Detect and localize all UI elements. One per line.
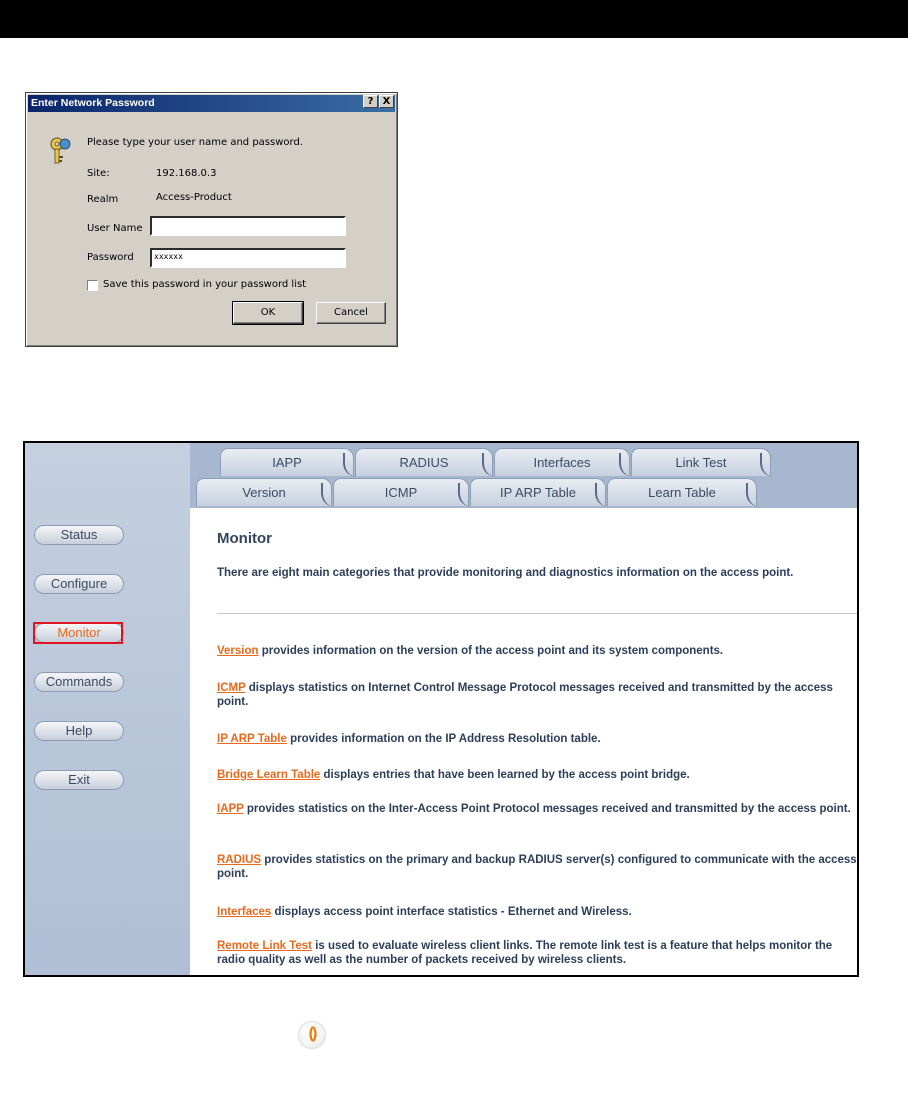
tab-learn-table[interactable] [607,478,757,506]
monitor-highlight-box [33,622,123,644]
sidebar-item-configure[interactable]: Configure [34,574,124,594]
item-text: provides information on the version of the access point and its system components. [258,645,724,657]
item-text: displays entries that have been learned by the access point bridge. [320,769,690,781]
save-password-checkbox[interactable] [87,280,98,291]
tab-label: Interfaces [533,455,591,470]
password-input[interactable]: xxxxxx [150,248,346,268]
list-item [217,768,857,782]
dialog-title-bar[interactable] [28,95,395,112]
sidebar-item-monitor[interactable]: Monitor [34,623,124,643]
item-text: displays access point interface statistics - Ethernet and Wireless. [271,906,632,918]
list-item [217,802,857,816]
top-black-bar [0,0,908,38]
sidebar-item-commands[interactable]: Commands [34,672,124,692]
item-text: displays statistics on Internet Control Message Protocol messages received and transmitted by the access point. [217,682,833,708]
list-item [217,905,857,919]
cancel-button[interactable]: Cancel [316,302,386,324]
bridge-learn-table-link[interactable]: Bridge Learn Table [217,769,321,781]
password-label: Password [87,252,134,263]
icmp-link[interactable]: ICMP [217,682,246,694]
list-item [217,732,857,746]
list-item [217,644,857,658]
username-input[interactable] [150,216,346,236]
item-text: provides information on the IP Address Resolution table. [286,733,601,745]
sidebar-item-status[interactable]: Status [34,525,124,545]
realm-label: Realm [87,194,119,205]
item-text: provides statistics on the Inter-Access Point Protocol messages received and transmitted by the access point. [243,803,851,815]
tab-label: RADIUS [399,455,449,470]
monitor-content [190,508,857,975]
realm-value: Access-Product [156,192,232,203]
tab-ip-arp-table[interactable] [470,478,606,506]
tab-radius[interactable] [355,448,493,476]
tab-label: IP ARP Table [500,485,576,500]
tab-bar [190,443,857,508]
page-title: Monitor [217,530,272,547]
tab-version[interactable] [196,478,332,506]
tab-label: IAPP [272,455,302,470]
tab-link-test[interactable] [631,448,771,476]
site-value: 192.168.0.3 [156,168,217,179]
tab-label: Link Test [675,455,727,470]
sidebar [25,443,190,975]
list-item [217,939,857,967]
intro-text: There are eight main categories that provide monitoring and diagnostics information on the access point. [217,567,794,579]
item-text: is used to evaluate wireless client links. The remote link test is a feature that helps monitor the radio quality as well as the number of packets received by wireless clients. [217,940,833,966]
radius-link[interactable]: RADIUS [217,854,262,866]
access-point-web-ui [23,441,859,977]
key-icon [48,135,74,165]
dialog-prompt: Please type your user name and password. [87,137,303,148]
iapp-link[interactable]: IAPP [217,803,244,815]
sidebar-item-help[interactable]: Help [34,721,124,741]
tab-label: ICMP [384,485,418,500]
tab-interfaces[interactable] [494,448,630,476]
list-item [217,853,857,881]
remote-link-test-link[interactable]: Remote Link Test [217,940,312,952]
network-password-dialog [25,92,398,347]
tab-label: Learn Table [648,485,716,500]
help-button[interactable]: ? [363,95,378,108]
list-item [217,681,857,709]
item-text: provides statistics on the primary and backup RADIUS server(s) configured to communicate with the access point. [217,854,857,880]
username-label: User Name [87,223,143,234]
tab-icmp[interactable] [333,478,469,506]
sidebar-item-exit[interactable]: Exit [34,770,124,790]
site-label: Site: [87,168,110,179]
dialog-title: Enter Network Password [31,97,155,109]
divider [217,613,857,614]
tab-label: Version [242,485,286,500]
ip-arp-table-link[interactable]: IP ARP Table [217,733,287,745]
save-password-label[interactable]: Save this password in your password list [103,279,307,290]
close-button[interactable]: X [379,95,394,108]
tab-iapp[interactable] [220,448,354,476]
version-link[interactable]: Version [217,645,259,657]
brand-logo-icon: () [299,1022,325,1048]
interfaces-link[interactable]: Interfaces [217,906,272,918]
ok-button[interactable]: OK [233,302,303,324]
